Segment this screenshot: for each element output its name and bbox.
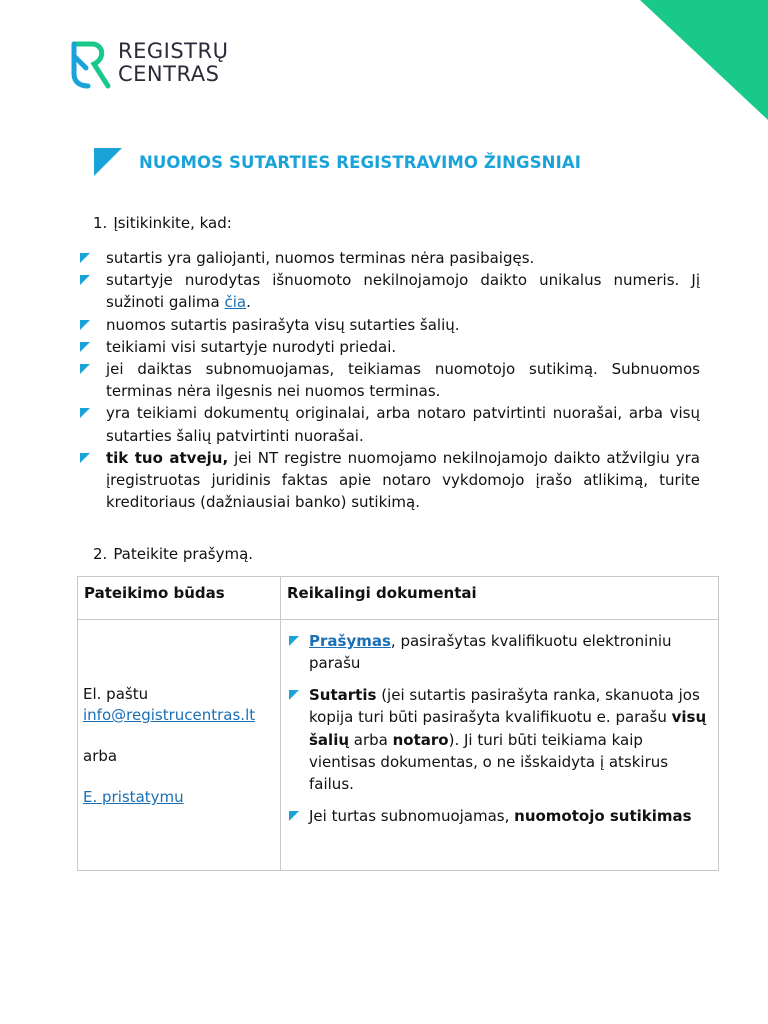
list-item <box>80 336 700 358</box>
bullet-triangle-icon <box>289 636 299 646</box>
step-2-number: 2. <box>93 545 108 563</box>
list-item-text: (jei sutartis pasirašyta ranka, skanuota jos kopija turi būti pasirašyta kvalifikuotu e. parašu <box>309 685 700 727</box>
bullet-triangle-icon <box>80 253 90 263</box>
bullet-triangle-icon <box>80 320 90 330</box>
logo-mark-icon <box>70 40 112 90</box>
documents-cell <box>281 620 719 871</box>
list-item <box>80 314 700 336</box>
step-1-number: 1. <box>93 214 108 232</box>
step-2-heading <box>93 545 253 563</box>
list-item-text: Jei turtas subnomuojamas, <box>309 806 515 825</box>
title-triangle-icon <box>94 148 122 176</box>
cia-link[interactable]: čia <box>224 293 247 312</box>
page-title-row <box>94 148 581 176</box>
list-item-text: nuomos sutartis pasirašyta visų sutarties šalių. <box>106 315 460 334</box>
list-item-bold: visų šalių <box>309 708 707 749</box>
bullet-triangle-icon <box>80 408 90 418</box>
submission-table <box>77 576 719 871</box>
method-cell <box>78 620 281 871</box>
list-item-text: yra teikiami dokumentų originalai, arba notaro patvirtinti nuorašai, arba visų sutarties šalių patvirtinti nuorašai. <box>106 404 700 445</box>
table-header-row <box>78 577 719 620</box>
list-item <box>289 630 710 675</box>
column-header-method: Pateikimo būdas <box>78 577 281 620</box>
documents-list <box>289 630 710 827</box>
checklist <box>80 247 700 513</box>
page-title: NUOMOS SUTARTIES REGISTRAVIMO ŽINGSNIAI <box>139 152 581 172</box>
table-row <box>78 620 719 871</box>
list-item <box>80 269 700 313</box>
list-item <box>80 358 700 402</box>
list-item-bold: Sutartis <box>309 685 377 704</box>
list-item-bold: nuomotojo sutikimas <box>514 806 692 825</box>
bullet-triangle-icon <box>289 690 299 700</box>
logo-wordmark <box>118 40 228 86</box>
email-label: El. paštu <box>83 685 149 703</box>
list-item-text: teikiami visi sutartyje nurodyti priedai. <box>106 337 397 356</box>
list-item-text: ). Ji turi būti teikiama kaip vientisas dokumentas, o ne išskaidyta į atskirus failus. <box>309 730 669 794</box>
step-1-heading <box>93 214 232 232</box>
bullet-triangle-icon <box>80 342 90 352</box>
bullet-triangle-icon <box>80 453 90 463</box>
corner-decoration <box>640 0 768 120</box>
logo-line-1: REGISTRŲ <box>118 39 229 63</box>
list-item <box>289 684 710 796</box>
step-1-text: Įsitikinkite, kad: <box>113 214 232 232</box>
logo-line-2: CENTRAS <box>118 62 220 86</box>
list-item-text: sutartyje nurodytas išnuomoto nekilnojamojo daikto unikalus numeris. Jį sužinoti galima <box>106 271 700 312</box>
column-header-documents: Reikalingi dokumentai <box>281 577 719 620</box>
registru-centras-logo <box>70 40 228 90</box>
list-item <box>80 247 700 269</box>
list-item-bold: notaro <box>392 730 449 749</box>
e-delivery-link[interactable]: E. pristatymu <box>83 788 184 806</box>
list-item-text: sutartis yra galiojanti, nuomos terminas nėra pasibaigęs. <box>106 249 535 267</box>
bullet-triangle-icon <box>80 364 90 374</box>
list-item <box>289 805 710 827</box>
bullet-triangle-icon <box>289 811 299 821</box>
list-item-text: , pasirašytas kvalifikuotu elektroniniu parašu <box>309 632 672 673</box>
bullet-triangle-icon <box>80 275 90 285</box>
list-item-text: jei NT registre nuomojamo nekilnojamojo daikto atžvilgiu yra įregistruotas juridinis faktas apie notaro vykdomojo įrašo atlikimą, turite kreditoriaus (dažniausiai banko) sutikimą. <box>106 448 700 512</box>
email-link[interactable]: info@registrucentras.lt <box>83 706 256 724</box>
step-2-text: Pateikite prašymą. <box>113 545 254 563</box>
list-item-bold: tik tuo atveju, <box>106 448 229 467</box>
list-item-text: jei daiktas subnomuojamas, teikiamas nuomotojo sutikimą. Subnuomos terminas nėra ilgesnis nei nuomos terminas. <box>106 360 700 401</box>
or-text: arba <box>83 747 118 765</box>
list-item <box>80 402 700 446</box>
list-item <box>80 447 700 514</box>
list-item-text-end: . <box>246 293 251 312</box>
list-item-text: arba <box>349 730 393 749</box>
prasymas-link[interactable]: Prašymas <box>309 632 391 650</box>
